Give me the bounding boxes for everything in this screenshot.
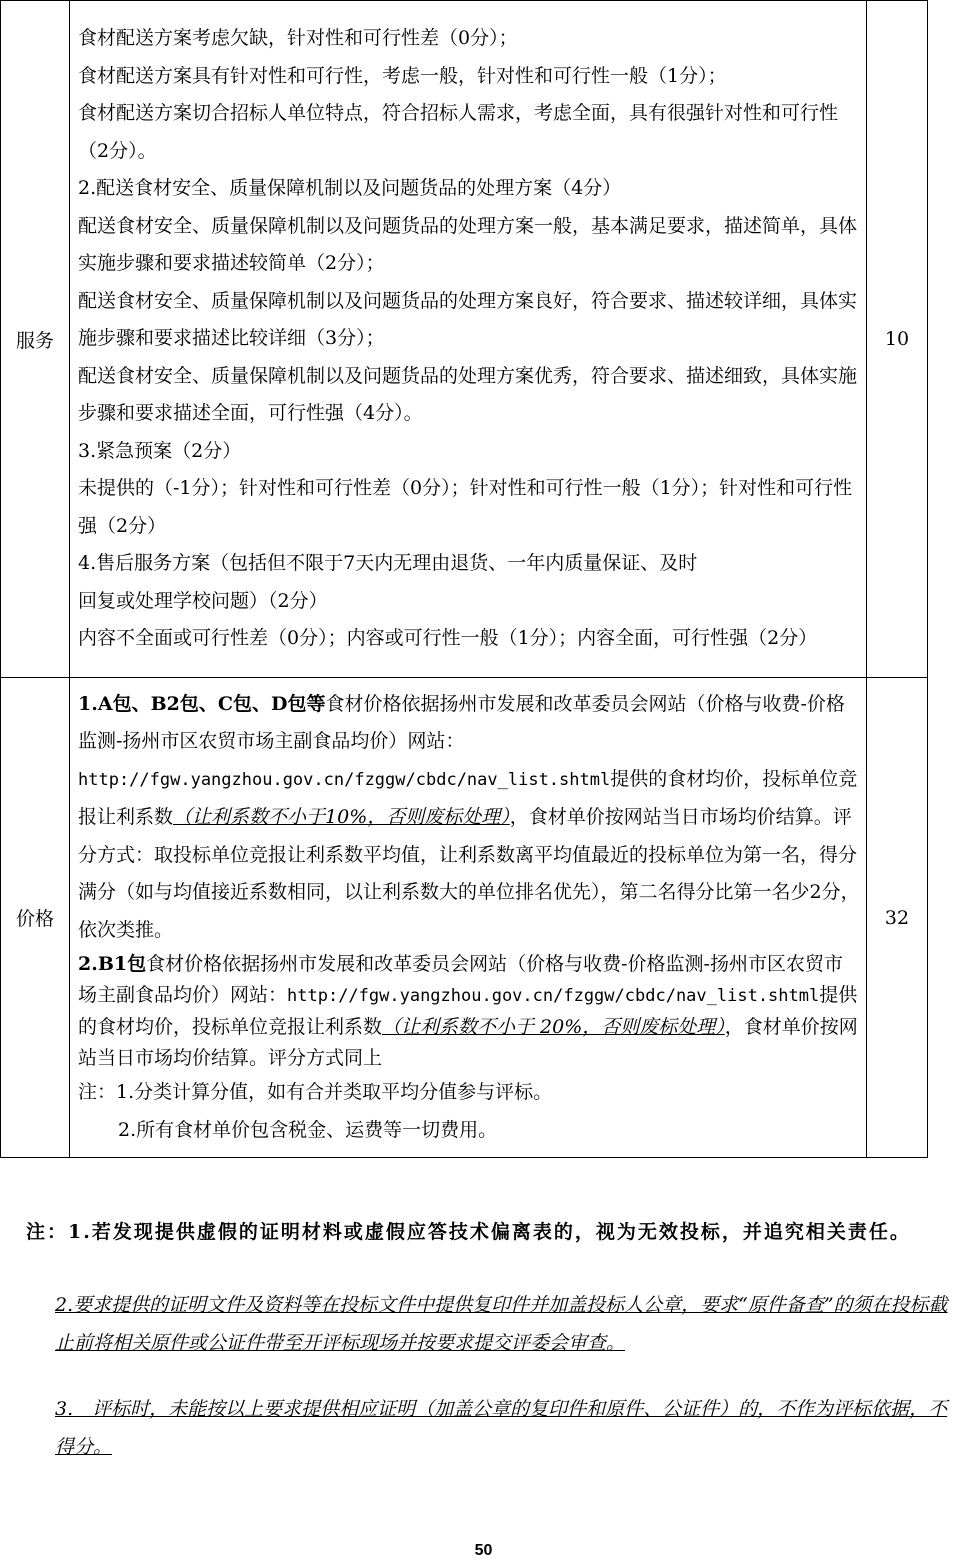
criteria-line: 配送食材安全、质量保障机制以及问题货品的处理方案良好，符合要求、描述较详细，具体实施步骤和要求描述比较详细（3分）； bbox=[78, 289, 858, 350]
page-number: 50 bbox=[474, 1542, 493, 1559]
criteria-line: 配送食材安全、质量保障机制以及问题货品的处理方案优秀，符合要求、描述细致，具体实施步骤和要求描述全面，可行性强（4分）。 bbox=[78, 364, 858, 425]
package-label: 2.B1包 bbox=[78, 953, 147, 976]
price-criteria bbox=[70, 678, 867, 1158]
criteria-heading: 2.配送食材安全、质量保障机制以及问题货品的处理方案（4分） bbox=[78, 177, 622, 200]
service-criteria bbox=[70, 1, 867, 678]
price-category: 价格 bbox=[1, 678, 70, 1158]
price-text: 食材价格依据扬州市发展和改革委员会网站（价格与收费-价格监测-扬州市区农贸市场主副食品均价）网站： bbox=[78, 953, 843, 1007]
discount-note-1: （让利系数不小于10%，否则废标处理） bbox=[173, 806, 510, 829]
price-text: ，食材单价按网站当日市场均价结算。评分方式：取投标单位竞报让利系数平均值，让利系数离平均值最近的投标单位为第一名，得分满分（如与均值接近系数相同，以让利系数大的单位排名优先），第二名得分比第一名少2分，依次类推。 bbox=[78, 806, 860, 941]
note-2: 2.要求提供的证明文件及资料等在投标文件中提供复印件并加盖投标人公章，要求“原件备查”的须在投标截止前将相关原件或公证件带至开评标现场并按要求提交评委会审查。 bbox=[55, 1294, 948, 1354]
note-3: 3. 评标时，未能按以上要求提供相应证明（加盖公章的复印件和原件、公证件）的，不作为评标依据，不得分。 bbox=[55, 1398, 948, 1458]
criteria-line: 内容不全面或可行性差（0分）；内容或可行性一般（1分）；内容全面，可行性强（2分） bbox=[78, 627, 818, 650]
price-text: 提供的食材均价，投标单位竞报让利系数 bbox=[78, 984, 858, 1039]
price-text: ，食材单价按网站当日市场均价结算。评分方式同上 bbox=[78, 1016, 858, 1070]
price-row bbox=[1, 678, 928, 1158]
price-text: 食材价格依据扬州市发展和改革委员会网站（价格与收费-价格监测-扬州市区农贸市场主副食品均价）网站： bbox=[78, 692, 845, 753]
note-1: 注：1.若发现提供虚假的证明材料或虚假应答技术偏离表的，视为无效投标，并追究相关责任。 bbox=[26, 1221, 911, 1243]
criteria-line: 配送食材安全、质量保障机制以及问题货品的处理方案一般，基本满足要求，描述简单，具体实施步骤和要求描述较简单（2分）； bbox=[78, 214, 858, 275]
price-url-2: http://fgw.yangzhou.gov.cn/fzggw/cbdc/nav_list.shtml bbox=[287, 986, 820, 1007]
price-text: 提供的食材均价，投标单位竞报让利系数 bbox=[78, 767, 858, 829]
criteria-line: 食材配送方案切合招标人单位特点，符合招标人需求，考虑全面，具有很强针对性和可行性（2分）。 bbox=[78, 102, 839, 162]
criteria-heading: 4.售后服务方案（包括但不限于7天内无理由退货、一年内质量保证、及时 bbox=[78, 552, 698, 575]
price-url-1: http://fgw.yangzhou.gov.cn/fzggw/cbdc/nav_list.shtml bbox=[78, 769, 611, 790]
price-item-1 bbox=[78, 686, 860, 950]
footer-notes bbox=[10, 1212, 955, 1466]
criteria-line: 食材配送方案考虑欠缺，针对性和可行性差（0分）； bbox=[78, 27, 518, 50]
price-score: 32 bbox=[867, 678, 928, 1158]
service-row bbox=[1, 1, 928, 678]
criteria-heading: 回复或处理学校问题）（2分） bbox=[78, 589, 328, 612]
criteria-heading: 3.紧急预案（2分） bbox=[78, 439, 242, 462]
price-note-1: 注：1.分类计算分值，如有合并类取平均分值参与评标。 bbox=[78, 1081, 553, 1104]
service-category: 服务 bbox=[1, 1, 70, 678]
discount-note-2: （让利系数不小于 20%，否则废标处理） bbox=[382, 1016, 725, 1039]
service-score: 10 bbox=[867, 1, 928, 678]
package-label: 1.A包、B2包、C包、D包等 bbox=[78, 692, 326, 715]
price-note-2: 2.所有食材单价包含税金、运费等一切费用。 bbox=[118, 1118, 498, 1141]
criteria-line: 食材配送方案具有针对性和可行性，考虑一般，针对性和可行性一般（1分）； bbox=[78, 64, 727, 87]
criteria-line: 未提供的（-1分）；针对性和可行性差（0分）；针对性和可行性一般（1分）；针对性和可行性强（2分） bbox=[78, 477, 853, 537]
price-item-2 bbox=[78, 949, 860, 1074]
